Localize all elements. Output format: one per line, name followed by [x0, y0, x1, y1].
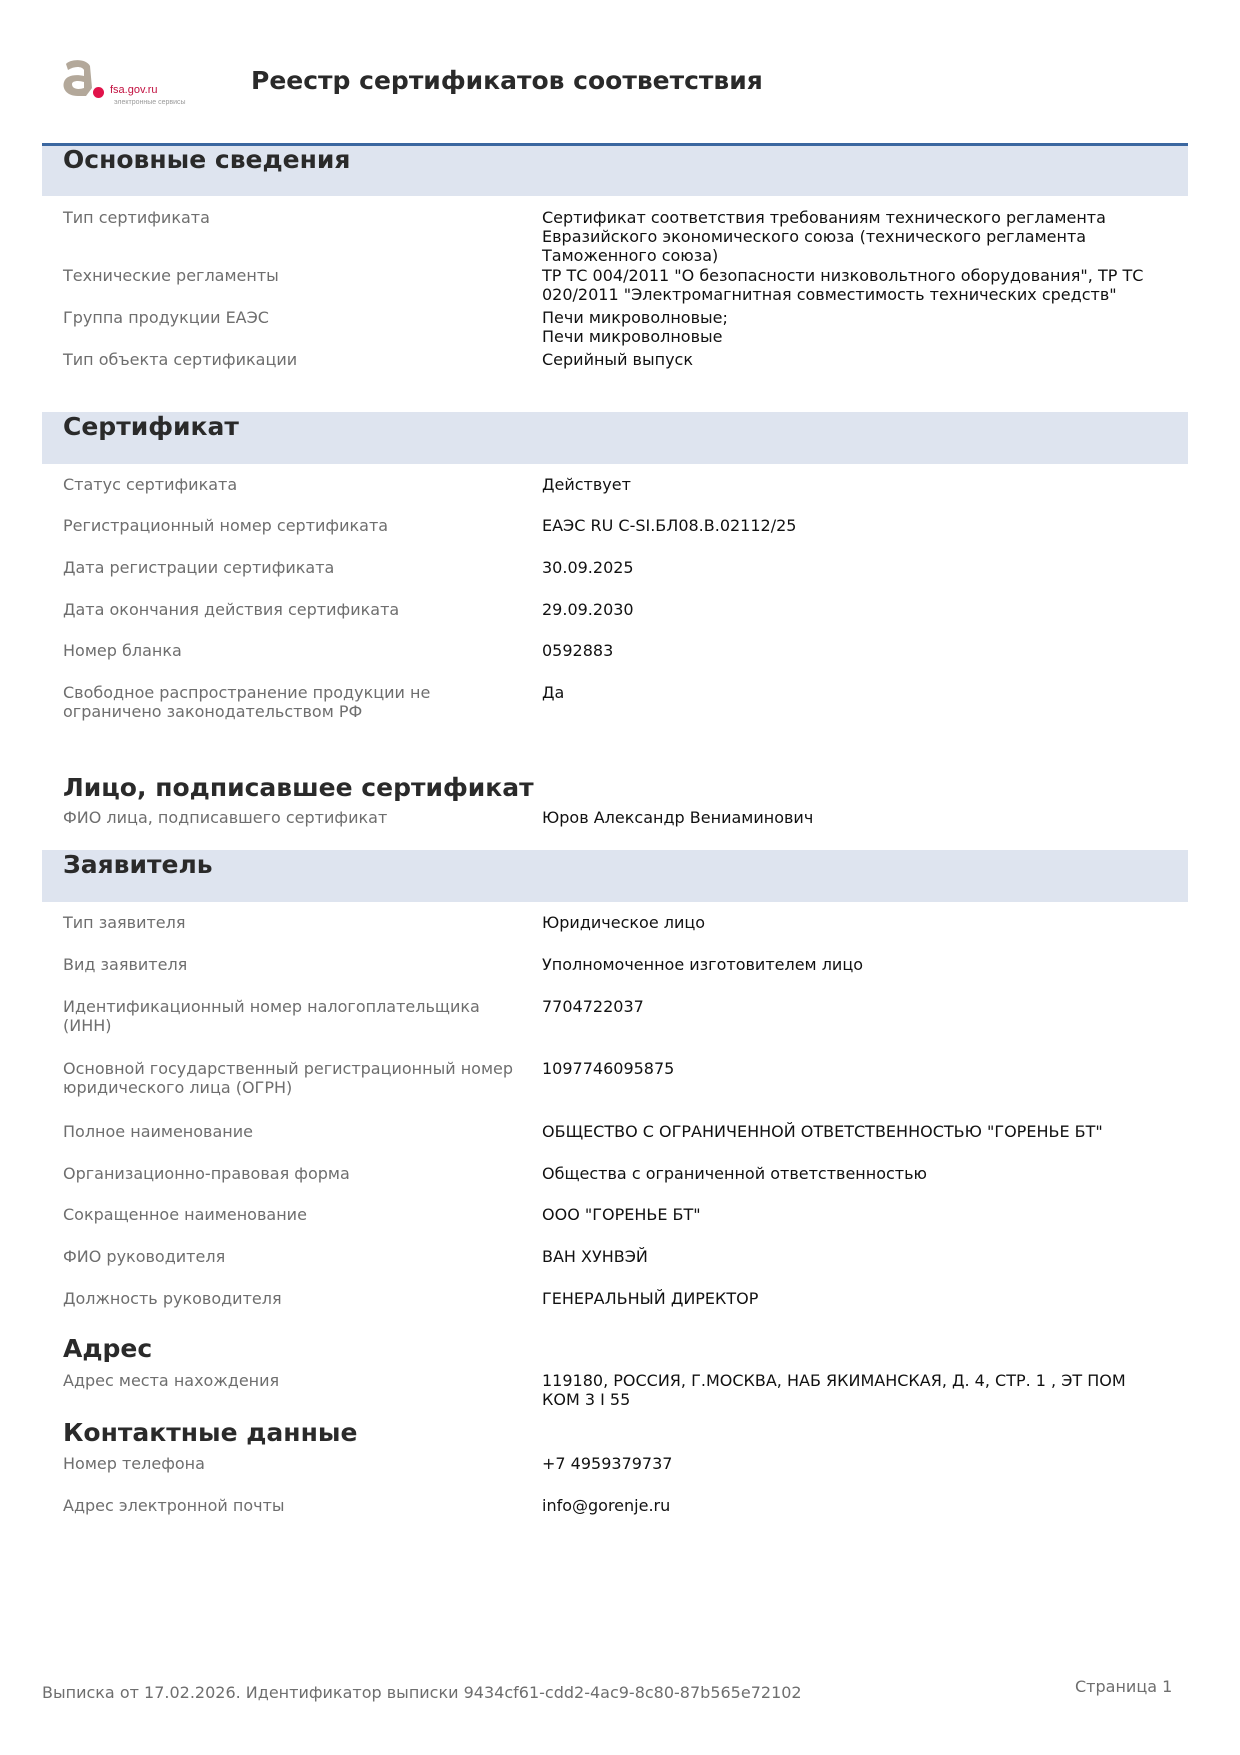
field-label: Свободное распространение продукции не ограничено законодательством РФ	[63, 683, 431, 721]
field-label: Номер бланка	[63, 641, 182, 660]
field-label: Регистрационный номер сертификата	[63, 516, 389, 535]
field-label: Технические регламенты	[63, 266, 279, 285]
field-value: ВАН ХУНВЭЙ	[542, 1247, 648, 1266]
phone-value: +7 4959379737	[542, 1454, 673, 1473]
fsa-logo-mark-icon	[60, 58, 96, 98]
field-value: Сертификат соответствия требованиям технического регламента Евразийского экономического союза (технического регламента Таможенного союза)	[542, 208, 1106, 265]
section-title-contacts: Контактные данные	[63, 1418, 358, 1447]
field-label: Организационно-правовая форма	[63, 1164, 350, 1183]
field-label: Дата регистрации сертификата	[63, 558, 335, 577]
field-value: ТР ТС 004/2011 "О безопасности низковольтного оборудования", ТР ТС 020/2011 "Электромагнитная совместимость технических средств"	[542, 266, 1144, 304]
field-label: Группа продукции ЕАЭС	[63, 308, 269, 327]
field-label: ФИО лица, подписавшего сертификат	[63, 808, 388, 827]
field-label: Адрес места нахождения	[63, 1371, 280, 1390]
field-value: Печи микроволновые;	[542, 308, 728, 327]
field-value: Печи микроволновые	[542, 327, 723, 346]
section-title-basic: Основные сведения	[63, 145, 351, 174]
field-label: Адрес электронной почты	[63, 1496, 285, 1515]
field-value: Общества с ограниченной ответственностью	[542, 1164, 928, 1183]
field-label: Номер телефона	[63, 1454, 205, 1473]
field-label: Тип объекта сертификации	[63, 350, 298, 369]
field-value: 1097746095875	[542, 1059, 675, 1078]
field-label: Вид заявителя	[63, 955, 188, 974]
field-label: Основной государственный регистрационный номер юридического лица (ОГРН)	[63, 1059, 514, 1097]
section-band-applicant	[42, 850, 1188, 902]
footer-extract-info: Выписка от 17.02.2026. Идентификатор выписки 9434cf61-cdd2-4ac9-8c80-87b565e72102	[42, 1683, 802, 1702]
page-number: Страница 1	[1075, 1677, 1173, 1696]
field-value: 7704722037	[542, 997, 644, 1016]
email-value: info@gorenje.ru	[542, 1496, 671, 1515]
field-value: 29.09.2030	[542, 600, 634, 619]
field-value: ЕАЭС RU С-SI.БЛ08.В.02112/25	[542, 516, 797, 535]
section-title-signer: Лицо, подписавшее сертификат	[63, 773, 534, 802]
field-label: Сокращенное наименование	[63, 1205, 307, 1224]
field-value: 119180, РОССИЯ, Г.МОСКВА, НАБ ЯКИМАНСКАЯ, Д. 4, СТР. 1 , ЭТ ПОМ КОМ 3 I 55	[542, 1371, 1126, 1409]
field-label: ФИО руководителя	[63, 1247, 226, 1266]
field-value: 30.09.2025	[542, 558, 634, 577]
field-value: Да	[542, 683, 565, 702]
field-label: Идентификационный номер налогоплательщика (ИНН)	[63, 997, 480, 1035]
field-label: Дата окончания действия сертификата	[63, 600, 400, 619]
section-title-address: Адрес	[63, 1334, 153, 1363]
logo-site-text: fsa.gov.ru	[110, 84, 158, 96]
field-label: Тип сертификата	[63, 208, 210, 227]
logo-dot-icon	[93, 87, 104, 98]
field-label: Статус сертификата	[63, 475, 238, 494]
page-title: Реестр сертификатов соответствия	[251, 66, 763, 95]
field-label: Полное наименование	[63, 1122, 253, 1141]
field-label: Должность руководителя	[63, 1289, 282, 1308]
fsa-logo	[58, 56, 208, 112]
field-value: Юридическое лицо	[542, 913, 706, 932]
field-label: Тип заявителя	[63, 913, 186, 932]
field-value: 0592883	[542, 641, 614, 660]
field-value: Уполномоченное изготовителем лицо	[542, 955, 864, 974]
field-value: Серийный выпуск	[542, 350, 693, 369]
logo-subtitle: электронные сервисы	[114, 99, 186, 106]
status-badge: Действует	[542, 475, 631, 494]
section-title-applicant: Заявитель	[63, 850, 213, 879]
field-value: ГЕНЕРАЛЬНЫЙ ДИРЕКТОР	[542, 1289, 759, 1308]
field-value: ОБЩЕСТВО С ОГРАНИЧЕННОЙ ОТВЕТСТВЕННОСТЬЮ "ГОРЕНЬЕ БТ"	[542, 1122, 1103, 1141]
field-value: Юров Александр Вениаминович	[542, 808, 814, 827]
section-title-certificate: Сертификат	[63, 412, 239, 441]
field-value: ООО "ГОРЕНЬЕ БТ"	[542, 1205, 701, 1224]
